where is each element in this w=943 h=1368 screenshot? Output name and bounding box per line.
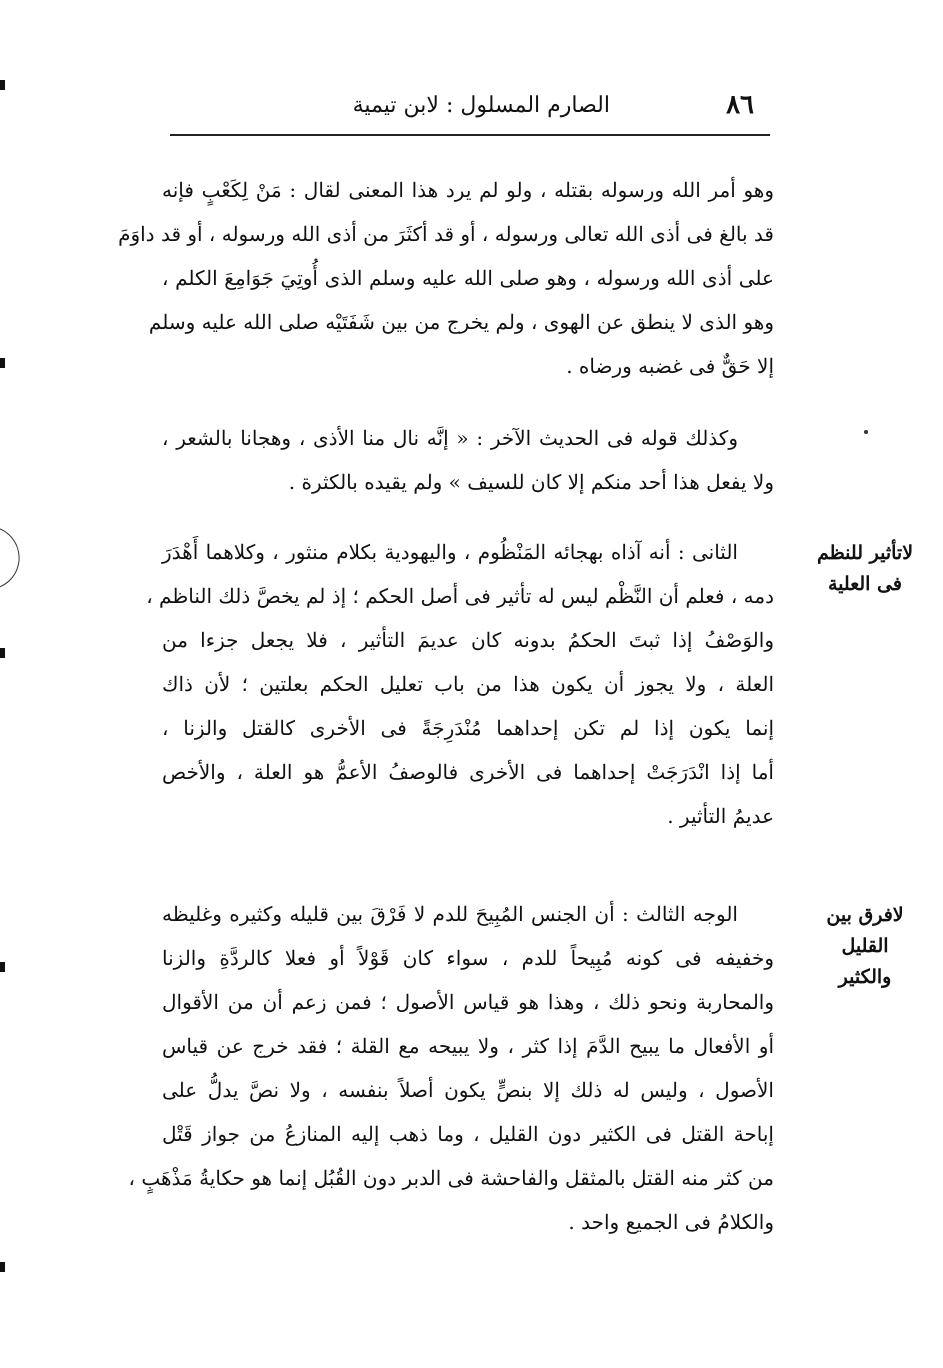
running-title: الصارم المسلول : لابن تيمية <box>352 93 610 118</box>
text-line: إنما يكون إذا لم تكن إحداهما مُنْدَرِجَةً فى الأخرى كالقتل والزنا ، <box>162 716 774 740</box>
page-number: ٨٦ <box>726 90 754 120</box>
text-line: عديمُ التأثير . <box>667 804 774 828</box>
scan-dot <box>864 430 868 434</box>
text-line: والكلامُ فى الجميع واحد . <box>568 1210 774 1234</box>
scan-edge-mark <box>0 1262 5 1272</box>
text-line: وخفيفه فى كونه مُبِيحاً للدم ، سواء كان قَوْلاً أو فعلا كالردَّةِ والزنا <box>162 946 774 970</box>
margin-note-line: القليل <box>841 935 889 957</box>
text-line: ولا يفعل هذا أحد منكم إلا كان للسيف » ولم يقيده بالكثرة . <box>288 470 774 494</box>
text-line: إباحة القتل فى الكثير دون القليل ، وما ذهب إليه المنازعُ من جواز قَتْل <box>162 1122 774 1146</box>
text-line: أما إذا انْدَرَجَتْ إحداهما فى الأخرى فالوصفُ الأعمُّ هو العلة ، والأخص <box>162 760 774 784</box>
text-line: والمحاربة ونحو ذلك ، وهذا هو قياس الأصول ؛ فمن زعم أن من الأقوال <box>162 990 774 1014</box>
text-line: والوَصْفُ إذا ثبتَ الحكمُ بدونه كان عديمَ التأثير ، فلا يجعل جزءا من <box>162 628 774 652</box>
text-line: قد بالغ فى أذى الله تعالى ورسوله ، أو قد أكثَرَ من أذى الله ورسوله ، أو قد داوَمَ <box>118 222 774 246</box>
margin-note-line: لاتأثير للنظم <box>816 542 914 564</box>
margin-note-line: فى العلية <box>828 573 902 595</box>
text-line: أو الأفعال ما يبيح الدَّمَ إذا كثر ، ولا يبيحه مع القلة ؛ فقد خرج عن قياس <box>162 1034 774 1058</box>
text-line: إلا حَقٌّ فى غضبه ورضاه . <box>566 354 774 378</box>
text-line: وهو الذى لا ينطق عن الهوى ، ولم يخرج من بين شَفَتَيْه صلى الله عليه وسلم <box>148 310 774 334</box>
header-rule <box>170 134 770 136</box>
paragraph-1 <box>118 168 774 388</box>
text-line: الثانى : أنه آذاه بهجائه المَنْظُوم ، واليهودية بكلام منثور ، وكلاهما أَهْدَرَ <box>162 540 738 564</box>
margin-note-no-effect-of-verse <box>800 538 930 600</box>
text-line: على أذى الله ورسوله ، وهو صلى الله عليه وسلم الذى أُوتِيَ جَوَامِعَ الكلم ، <box>162 266 774 290</box>
margin-note-line: والكثير <box>838 966 892 988</box>
margin-note-line: لافرق بين <box>826 904 904 926</box>
text-line: الوجه الثالث : أن الجنس المُبِيحَ للدم لا فَرْقَ بين قليله وكثيره وغليظه <box>162 902 738 926</box>
text-line: الأصول ، وليس له ذلك إلا بنصٍّ يكون أصلاً بنفسه ، ولا نصَّ يدلُّ على <box>162 1078 774 1102</box>
paragraph-4 <box>128 892 774 1244</box>
text-line: وهو أمر الله ورسوله بقتله ، ولو لم يرد هذا المعنى لقال : مَنْ لِكَعْبٍ فإنه <box>162 178 774 202</box>
scan-edge-mark <box>0 962 5 972</box>
text-line: العلة ، ولا يجوز أن يكون هذا من باب تعليل الحكم بعلتين ؛ لأن ذاك <box>162 672 774 696</box>
text-line: وكذلك قوله فى الحديث الآخر : « إنَّه نال منا الأذى ، وهجانا بالشعر ، <box>162 426 738 450</box>
scan-curve-artifact <box>0 518 28 591</box>
scan-edge-mark <box>0 648 5 658</box>
paragraph-2 <box>162 416 774 504</box>
page-header <box>170 88 770 128</box>
margin-note-no-difference <box>800 900 930 993</box>
paragraph-3 <box>146 530 774 838</box>
text-line: دمه ، فعلم أن النَّظْم ليس له تأثير فى أصل الحكم ؛ إذ لم يخصَّ ذلك الناظم ، <box>146 584 774 608</box>
scan-edge-mark <box>0 80 5 90</box>
text-line: من كثر منه القتل بالمثقل والفاحشة فى الدبر دون القُبُل إنما هو حكايةُ مَذْهَبٍ ، <box>128 1166 774 1190</box>
scan-edge-mark <box>0 358 5 368</box>
